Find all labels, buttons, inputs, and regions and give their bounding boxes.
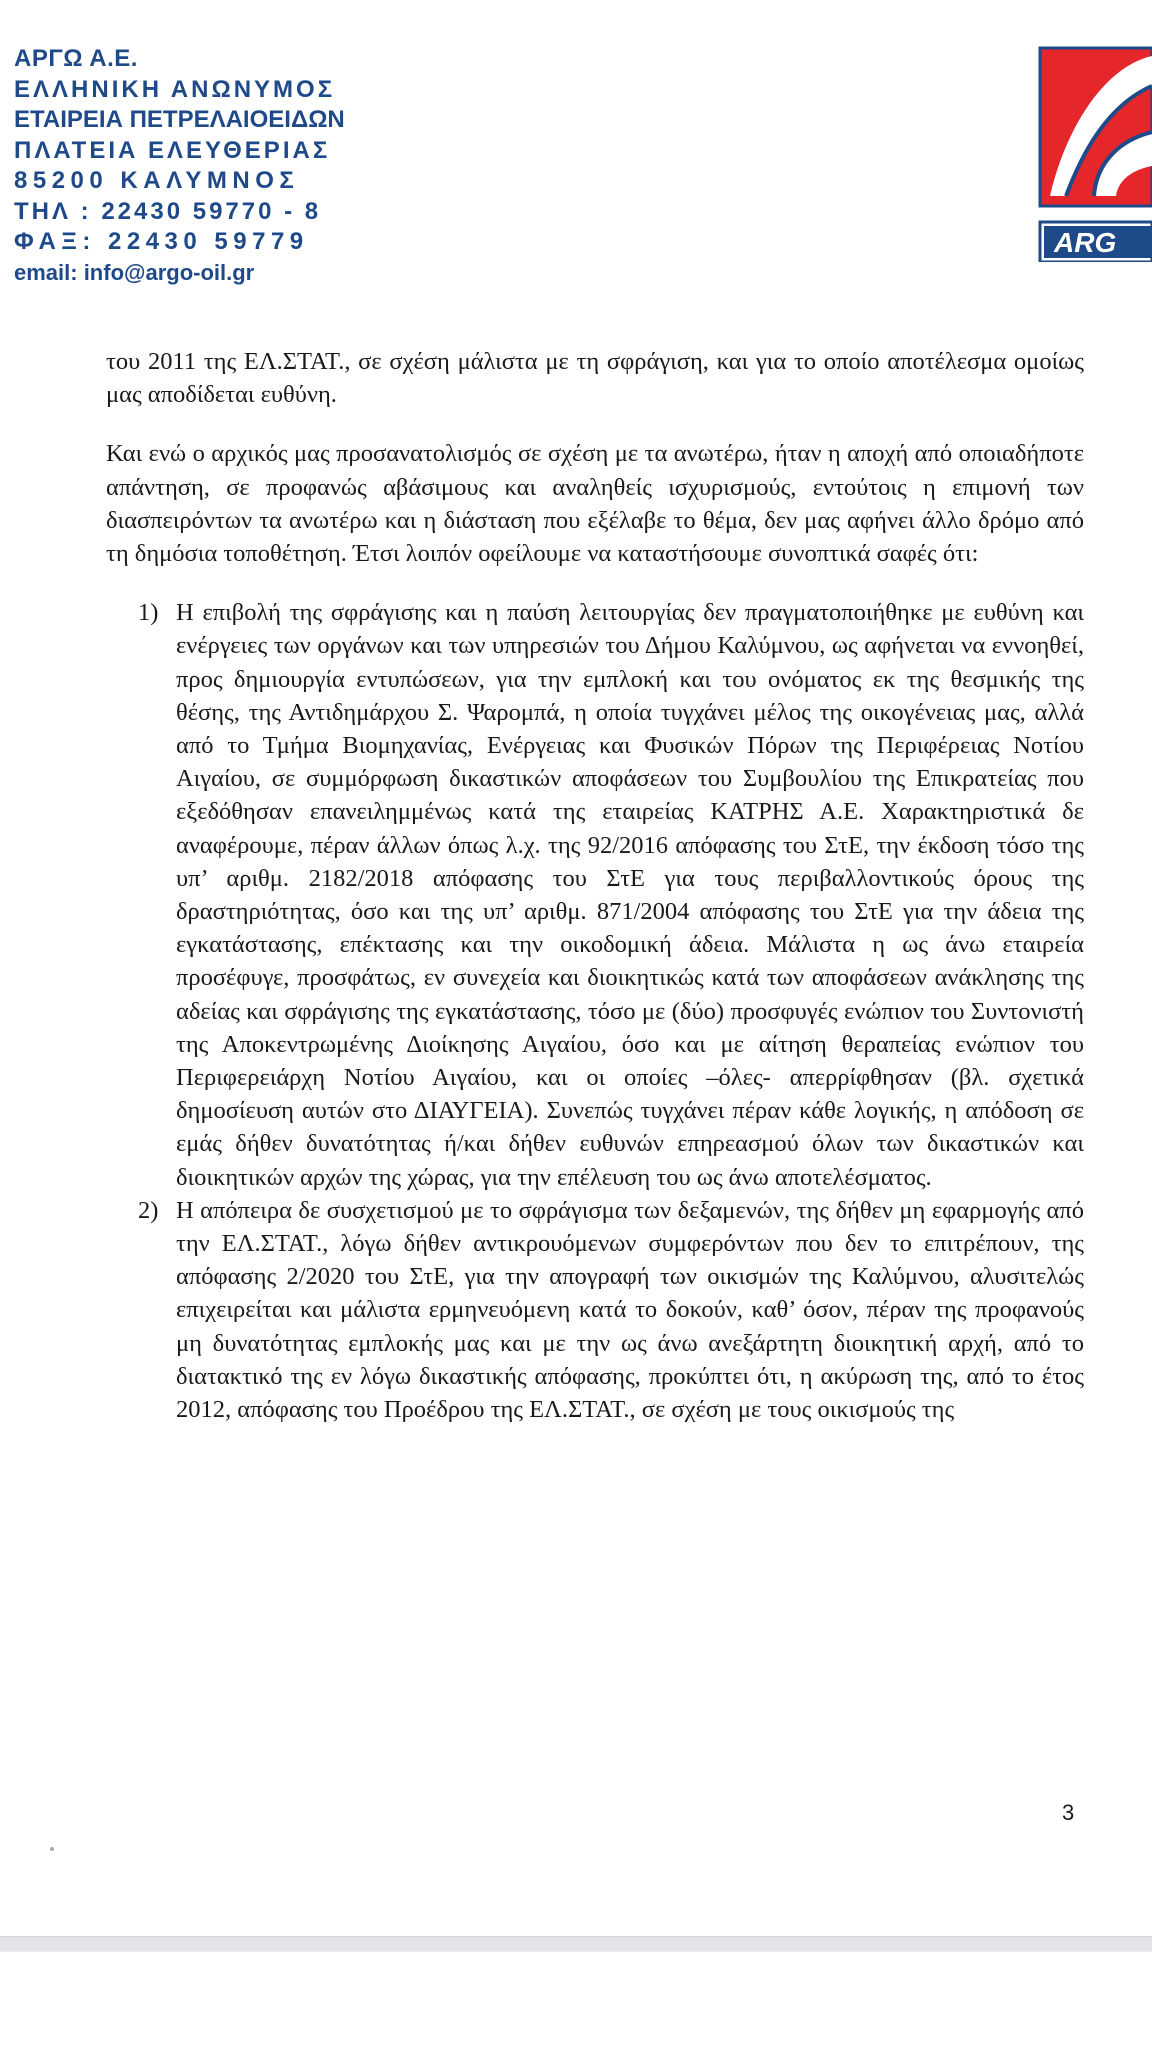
company-description: ΕΤΑΙΡΕΙΑ ΠΕΤΡΕΛΑΙΟΕΙΔΩΝ [14, 106, 345, 133]
address-city: 85200 ΚΑΛΥΜΝΟΣ [14, 167, 300, 194]
company-name: ΑΡΓΩ Α.Ε. [14, 45, 138, 72]
list-item-number: 1) [138, 599, 159, 627]
email-address: email: info@argo-oil.gr [14, 259, 255, 285]
list-item [106, 1194, 1084, 1426]
letter-body [106, 345, 1084, 1426]
argo-logo-graphic [1036, 46, 1152, 262]
fax-number: ΦΑΞ: 22430 59779 [14, 228, 309, 255]
paragraph-intro: του 2011 της ΕΛ.ΣΤΑΤ., σε σχέση μάλιστα με τη σφράγιση, και για το οποίο αποτέλεσμα ομοίως μας αποδίδεται ευθύνη. [106, 348, 1084, 409]
list-item [106, 596, 1084, 1194]
numbered-list [106, 596, 1084, 1426]
page-bottom-edge [0, 1936, 1152, 1952]
list-item-text: Η απόπειρα δε συσχετισμού με το σφράγισμα των δεξαμενών, της δήθεν μη εφαρμογής από την ΕΛ.ΣΤΑΤ., λόγω δήθεν αντικρουόμενων συμφερόντων που δεν το επιτρέπουν, της απόφασης 2/2020 του ΣτΕ, για την απογραφή των οικισμών της Καλύμνου, αλυσιτελώς επιχειρείται και μάλιστα ερμηνευόμενη κατά το δοκούν, καθ’ όσον, πέραν της προφανούς μη δυνατότητας εμπλοκής μας και με την ως άνω ανεξάρτητη διοικητική αρχή, από το διατακτικό της εν λόγω δικαστικής απόφασης, προκύπτει ότι, η ακύρωση της, από το έτος 2012, απόφασης του Προέδρου της ΕΛ.ΣΤΑΤ., σε σχέση με τους οικισμούς της [176, 1196, 1084, 1424]
company-type: ΕΛΛΗΝΙΚΗ ΑΝΩΝΥΜΟΣ [14, 75, 336, 103]
logo-text: ARG [1054, 227, 1117, 258]
paragraph-statement: Και ενώ ο αρχικός μας προσανατολισμός σε σχέση με τα ανωτέρω, ήταν η αποχή από οποιαδήποτε απάντηση, σε προφανώς αβάσιμους και αναληθείς ισχυρισμούς, εντούτοις η επιμονή των διασπειρόντων τα ανωτέρω και η διάσταση που εξέλαβε το θέμα, δεν μας αφήνει άλλο δρόμο από τη δημόσια τοποθέτηση. Έτσι λοιπόν οφείλουμε να καταστήσουμε συνοπτικά σαφές ότι: [106, 440, 1084, 568]
address-street: ΠΛΑΤΕΙΑ ΕΛΕΥΘΕΡΙΑΣ [14, 136, 331, 164]
letterhead [14, 44, 434, 288]
argo-logo [1036, 46, 1152, 262]
phone-number: ΤΗΛ : 22430 59770 - 8 [14, 197, 322, 225]
list-item-text: Η επιβολή της σφράγισης και η παύση λειτουργίας δεν πραγματοποιήθηκε με ευθύνη και ενέργειες των οργάνων και των υπηρεσιών του Δήμου Καλύμνου, ως αφήνεται να εννοηθεί, προς δημιουργία εντυπώσεων, για την εμπλοκή και του ονόματος εκ της θεσμικής της θέσης, της Αντιδημάρχου Σ. Ψαρομπά, η οποία τυγχάνει μέλος της οικογένειας μας, αλλά από το Τμήμα Βιομηχανίας, Ενέργειας και Φυσικών Πόρων της Περιφέρειας Νοτίου Αιγαίου, σε συμμόρφωση δικαστικών αποφάσεων του Συμβουλίου της Επικρατείας που εξεδόθησαν επανειλημμένως κατά της εταιρείας ΚΑΤΡΗΣ Α.Ε. Χαρακτηριστικά δε αναφέρουμε, πέραν άλλων όπως λ.χ. της 92/2016 απόφασης του ΣτΕ, την έκδοση τόσο της υπ’ αριθμ. 2182/2018 απόφασης του ΣτΕ για τους περιβαλλοντικούς όρους της δραστηριότητας, όσο και της υπ’ αριθμ. 871/2004 απόφασης του ΣτΕ για την άδεια της εγκατάστασης, επέκτασης και την οικοδομική άδεια. Μάλιστα η ως άνω εταιρεία προσέφυγε, προσφάτως, εν συνεχεία και διοικητικώς κατά των αποφάσεων ανάκλησης της αδείας και σφράγισης της εγκατάστασης, τόσο με (δύο) προσφυγές ενώπιον του Συντονιστή της Αποκεντρωμένης Διοίκησης Αιγαίου, όσο και με αίτηση θεραπείας ενώπιον του Περιφερειάρχη Νοτίου Αιγαίου, και οι οποίες –όλες- απερρίφθησαν (βλ. σχετικά δημοσίευση αυτών στο ΔΙΑΥΓΕΙΑ). Συνεπώς τυγχάνει πέραν κάθε λογικής, η απόδοση σε εμάς δήθεν δυνατότητας ή/και δήθεν ευθυνών επηρεασμού όλων των δικαστικών και διοικητικών αρχών της χώρας, για την επέλευση του ως άνω αποτελέσματος. [176, 599, 1084, 1191]
page-number: 3 [1062, 1800, 1075, 1825]
list-item-number: 2) [138, 1196, 159, 1224]
scan-speck [50, 1847, 54, 1851]
